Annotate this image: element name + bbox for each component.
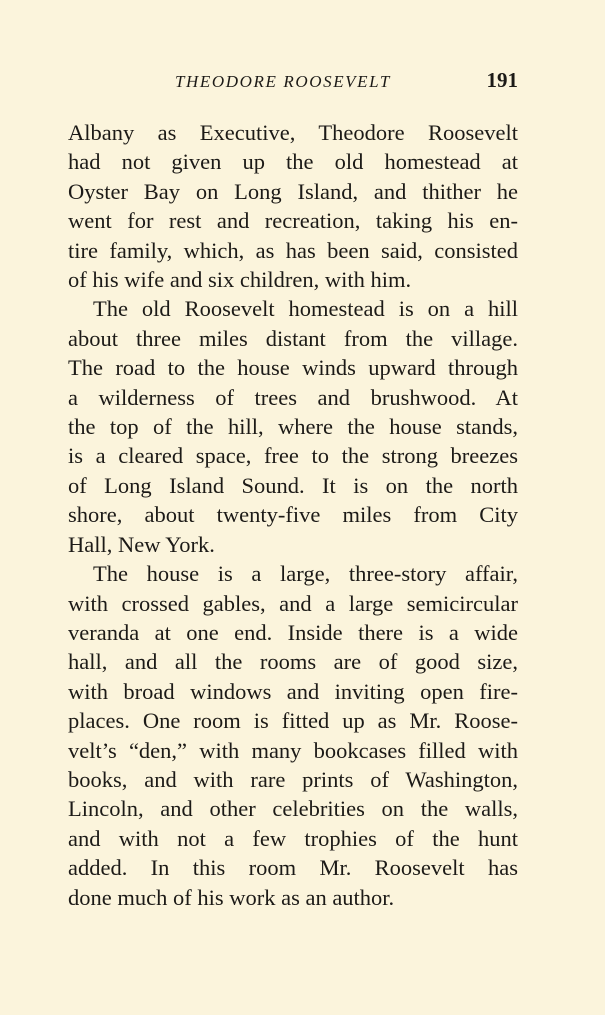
text-line: added. In this room Mr. Roosevelt has xyxy=(68,855,518,881)
paragraph-1 xyxy=(68,118,518,294)
text-line: with broad windows and inviting open fire- xyxy=(68,678,518,704)
text-line: velt’s “den,” with many bookcases filled with xyxy=(68,737,518,763)
text-line: done much of his work as an author. xyxy=(68,884,395,910)
text-line: Albany as Executive, Theodore Roosevelt xyxy=(68,120,518,145)
text-line: went for rest and recreation, taking his en- xyxy=(68,208,518,234)
paragraph-2 xyxy=(68,294,518,559)
text-line: books, and with rare prints of Washington, xyxy=(68,766,518,792)
text-line: had not given up the old homestead at xyxy=(68,149,518,175)
text-line: shore, about twenty-five miles from City xyxy=(68,502,518,528)
text-line: about three miles distant from the village. xyxy=(68,325,518,351)
text-line: The road to the house winds upward through xyxy=(68,355,518,381)
text-line: the top of the hill, where the house stands, xyxy=(68,414,518,440)
body-text xyxy=(68,118,518,912)
text-line: Oyster Bay on Long Island, and thither he xyxy=(68,178,518,204)
text-line: veranda at one end. Inside there is a wide xyxy=(68,619,518,645)
text-line: Lincoln, and other celebrities on the walls, xyxy=(68,796,518,822)
text-line: of his wife and six children, with him. xyxy=(68,267,412,293)
text-line: places. One room is fitted up as Mr. Roose- xyxy=(68,708,518,734)
text-line: hall, and all the rooms are of good size, xyxy=(68,649,518,675)
text-line: with crossed gables, and a large semicircular xyxy=(68,590,518,616)
text-line: a wilderness of trees and brushwood. At xyxy=(68,384,518,410)
text-line: is a cleared space, free to the strong breezes xyxy=(68,443,518,469)
text-line: and with not a few trophies of the hunt xyxy=(68,825,518,851)
text-line: tire family, which, as has been said, consisted xyxy=(68,237,518,263)
running-head xyxy=(68,66,518,100)
page-number: 191 xyxy=(486,68,518,92)
text-line: The house is a large, three-story affair, xyxy=(93,561,518,587)
paragraph-3 xyxy=(68,559,518,912)
running-title: THEODORE ROOSEVELT xyxy=(175,72,391,91)
text-line: of Long Island Sound. It is on the north xyxy=(68,472,518,498)
text-line: The old Roosevelt homestead is on a hill xyxy=(93,296,518,322)
text-line: Hall, New York. xyxy=(68,531,215,557)
